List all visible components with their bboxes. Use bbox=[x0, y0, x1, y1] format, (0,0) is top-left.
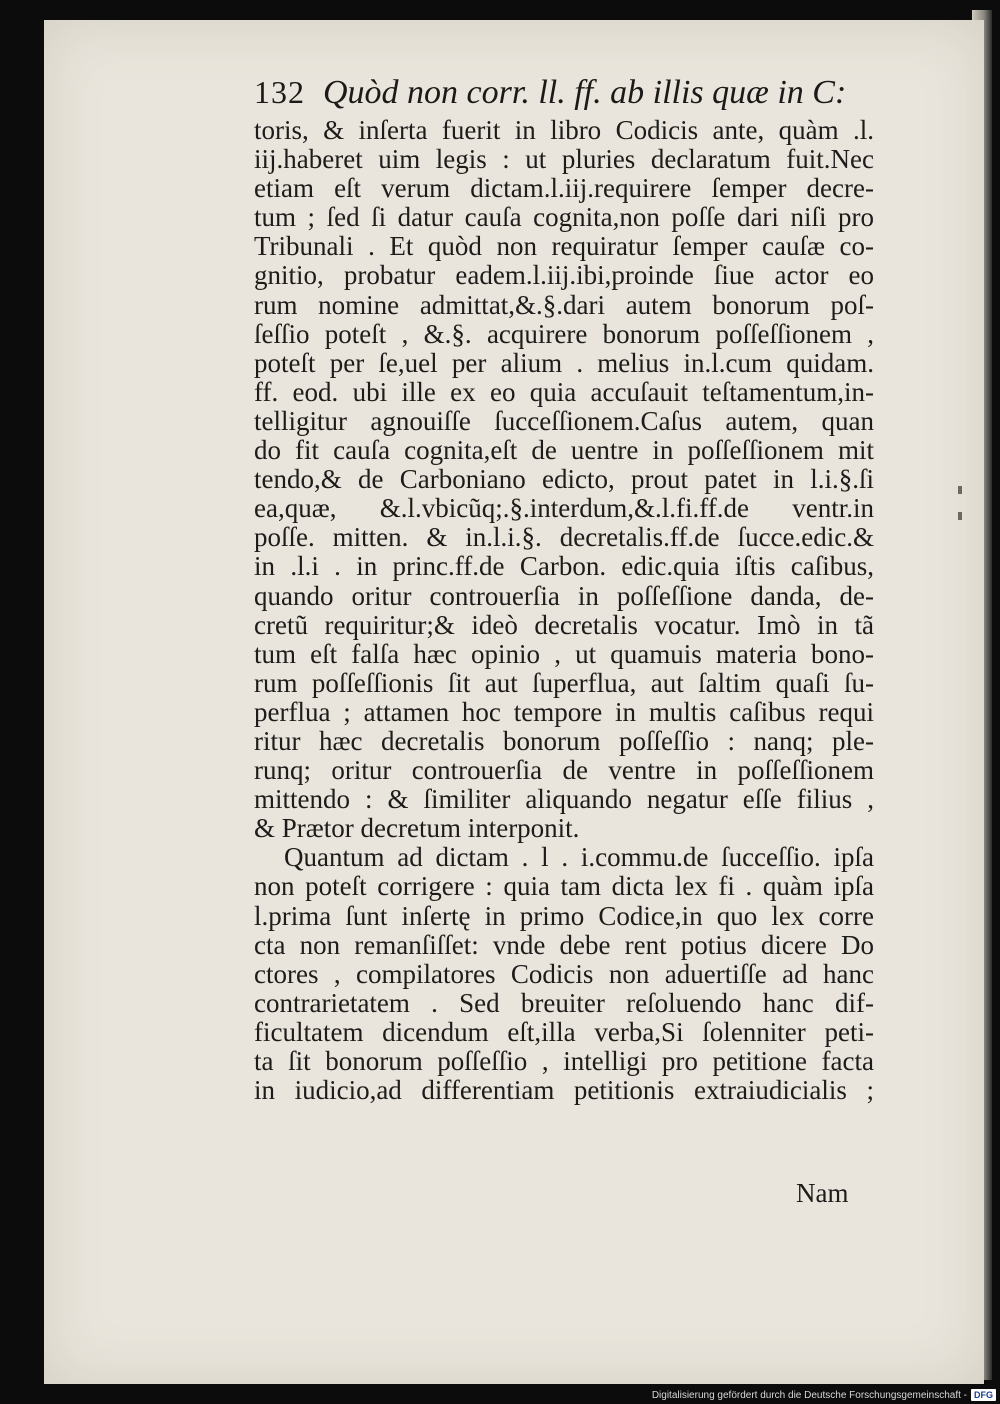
text-line: toris, & inſerta fuerit in libro Codicis ante, quàm .l. bbox=[254, 115, 874, 145]
body-text bbox=[254, 116, 874, 1105]
text-line: ctores , compilatores Codicis non aduertiſſe ad hanc bbox=[254, 958, 874, 989]
page-number: 132 bbox=[254, 74, 305, 110]
text-line: in .l.i . in princ.ff.de Carbon. edic.quia iſtis caſibus, bbox=[254, 551, 874, 582]
text-line: ſeſſio poteſt , &.§. acquirere bonorum poſſeſſionem , bbox=[254, 318, 874, 349]
text-line: mittendo : & ſimiliter aliquando negatur eſſe filius , bbox=[254, 784, 874, 815]
text-line: ficultatem dicendum eſt,illa verba,Si ſolenniter peti- bbox=[254, 1016, 874, 1047]
margin-speck bbox=[958, 486, 962, 494]
footer-credit: Digitalisierung gefördert durch die Deutsche Forschungsgemeinschaft - bbox=[651, 1389, 967, 1401]
text-line: poteſt per ſe,uel per alium . melius in.l.cum quidam. bbox=[254, 347, 874, 378]
text-line: tendo,& de Carboniano edicto, prout patet in l.i.§.ſi bbox=[254, 464, 874, 495]
text-line: cta non remanſiſſet: vnde debe rent potius dicere Do bbox=[254, 929, 874, 960]
paragraph-start-line: Quantum ad dictam . l . i.commu.de ſucceſſio. ipſa bbox=[284, 842, 874, 873]
text-line: cretũ requiritur;& ideò decretalis vocatur. Imò in tã bbox=[254, 609, 874, 640]
text-line: l.prima ſunt inſertę in primo Codice,in quo lex corre bbox=[254, 900, 874, 931]
text-line: telligitur agnouiſſe ſucceſſionem.Caſus autem, quan bbox=[254, 405, 874, 436]
margin-speck bbox=[958, 512, 962, 520]
catchword: Nam bbox=[796, 1178, 849, 1208]
text-line: Tribunali . Et quòd non requiratur ſemper cauſæ co- bbox=[254, 231, 874, 262]
text-line: etiam eſt verum dictam.l.iij.requirere ſemper decre- bbox=[254, 173, 874, 204]
text-line: do fit cauſa cognita,eſt de uentre in poſſeſſionem mit bbox=[254, 435, 874, 466]
text-line: rum poſſeſſionis ſit aut ſuperflua, aut ſaltim quaſi ſu- bbox=[254, 667, 874, 698]
text-line: ff. eod. ubi ille ex eo quia accuſauit teſtamentum,in- bbox=[254, 376, 874, 407]
text-line: ta ſit bonorum poſſeſſio , intelligi pro petitione facta bbox=[254, 1046, 874, 1076]
paragraph-end-line: & Prætor decretum interponit. bbox=[254, 813, 580, 844]
text-line: runq; oritur controuerſia de ventre in poſſeſſionem bbox=[254, 755, 874, 786]
text-line: iij.haberet uim legis : ut pluries declaratum fuit.Nec bbox=[254, 144, 874, 175]
text-line: non poteſt corrigere : quia tam dicta lex fi . quàm ipſa bbox=[254, 871, 874, 902]
text-line: rum nomine admittat,&.§.dari autem bonorum poſ- bbox=[254, 289, 874, 320]
text-line: quando oritur controuerſia in poſſeſſione danda, de- bbox=[254, 580, 874, 611]
text-line: contrarietatem . Sed breuiter reſoluendo hanc dif- bbox=[254, 987, 874, 1018]
text-line: poſſe. mitten. & in.l.i.§. decretalis.ff.de ſucce.edic.& bbox=[254, 522, 874, 553]
dfg-logo-icon: DFG bbox=[971, 1389, 996, 1401]
text-line: ea,quæ, &.l.vbicũq;.§.interdum,&.l.fi.ff.de ventr.in bbox=[254, 493, 874, 524]
text-line: ritur hæc decretalis bonorum poſſeſſio : nanq; ple- bbox=[254, 725, 874, 756]
text-line: tum ; ſed ſi datur cauſa cognita,non poſſe dari niſi pro bbox=[254, 202, 874, 233]
text-line: gnitio, probatur eadem.l.iij.ibi,proinde ſiue actor eo bbox=[254, 260, 874, 291]
text-line: in iudicio,ad differentiam petitionis extraiudicialis ; bbox=[254, 1075, 874, 1106]
text-line: perflua ; attamen hoc tempore in multis caſibus requi bbox=[254, 696, 874, 727]
text-line: tum eſt falſa hæc opinio , ut quamuis materia bono- bbox=[254, 638, 874, 669]
digitization-footer bbox=[600, 1388, 996, 1402]
running-head: Quòd non corr. ll. ff. ab illis quæ in C: bbox=[323, 74, 847, 111]
